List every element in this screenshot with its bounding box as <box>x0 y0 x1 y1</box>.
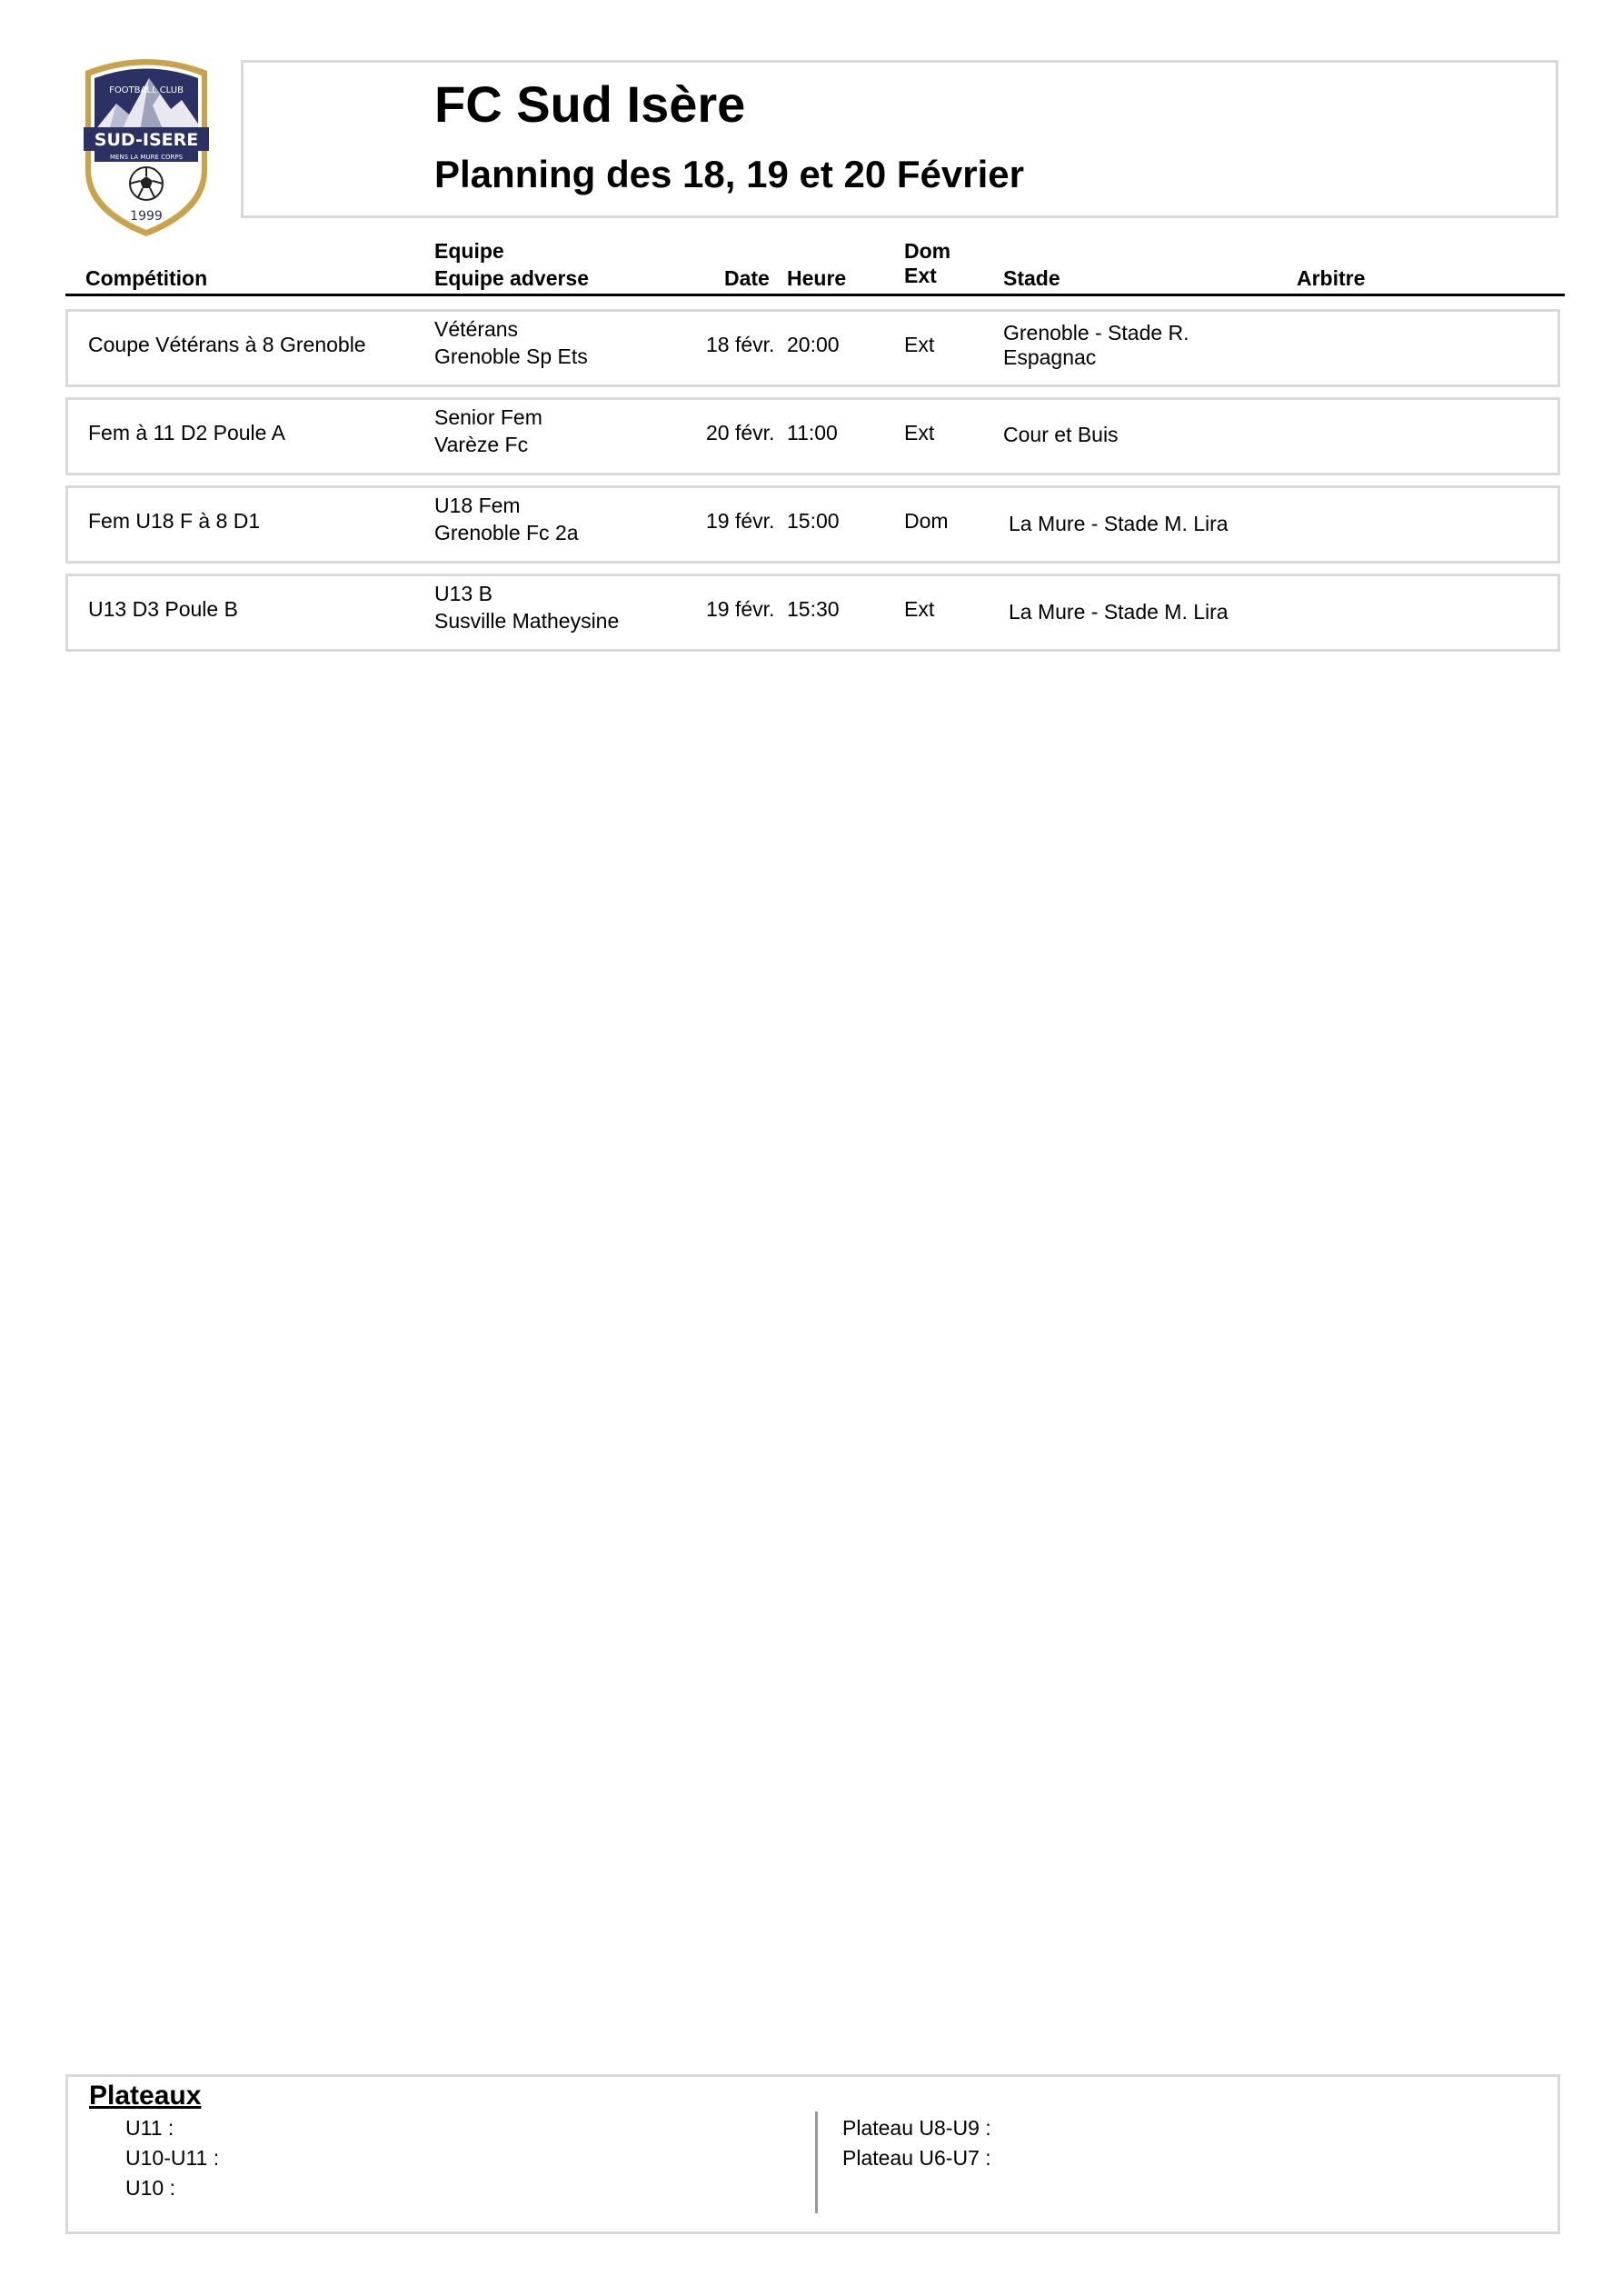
match-competition: Coupe Vétérans à 8 Grenoble <box>88 333 366 356</box>
match-dom-ext: Ext <box>904 421 935 444</box>
plateau-u10-u11: U10-U11 : <box>125 2146 220 2170</box>
match-dom-ext: Ext <box>904 597 935 621</box>
col-arbitre: Arbitre <box>1297 266 1366 290</box>
plateaux-divider <box>815 2111 818 2213</box>
svg-text:SUD-ISERE: SUD-ISERE <box>94 130 199 150</box>
col-stade: Stade <box>1003 266 1060 290</box>
match-stade: La Mure - Stade M. Lira <box>1009 600 1229 624</box>
col-dom: Dom <box>904 239 951 263</box>
svg-text:FOOTBALL CLUB: FOOTBALL CLUB <box>109 85 184 95</box>
match-row <box>65 485 1560 564</box>
match-row <box>65 309 1560 387</box>
match-date: 19 févr. <box>706 597 775 621</box>
match-dom-ext: Dom <box>904 509 949 533</box>
col-date: Date <box>724 266 770 290</box>
match-date: 19 févr. <box>706 509 775 533</box>
match-date: 20 févr. <box>706 421 775 444</box>
match-adversaire: Varèze Fc <box>434 433 529 456</box>
plateau-u6-u7: Plateau U6-U7 : <box>842 2146 991 2170</box>
match-row <box>65 397 1560 475</box>
match-equipe: U13 B <box>434 582 493 605</box>
match-adversaire: Grenoble Sp Ets <box>434 344 588 368</box>
match-stade: Grenoble - Stade R. <box>1003 321 1189 344</box>
match-stade: Cour et Buis <box>1003 423 1119 446</box>
col-equipe: Equipe <box>434 239 504 263</box>
plateaux-title: Plateaux <box>89 2081 202 2111</box>
plateau-u8-u9: Plateau U8-U9 : <box>842 2116 991 2140</box>
match-heure: 15:00 <box>787 509 840 533</box>
col-heure: Heure <box>787 266 847 290</box>
match-heure: 15:30 <box>787 597 840 621</box>
plateaux-section <box>65 2074 1560 2234</box>
match-adversaire: Grenoble Fc 2a <box>434 521 579 544</box>
match-row <box>65 574 1560 652</box>
match-stade: La Mure - Stade M. Lira <box>1009 512 1229 535</box>
planning-title: Planning des 18, 19 et 20 Février <box>434 153 1024 195</box>
header-rule <box>65 294 1565 296</box>
plateau-u10: U10 : <box>125 2176 175 2200</box>
plateau-u11: U11 : <box>125 2116 174 2140</box>
match-competition: Fem U18 F à 8 D1 <box>88 509 261 533</box>
match-equipe: Vétérans <box>434 317 519 341</box>
match-equipe: U18 Fem <box>434 494 521 517</box>
svg-text:1999: 1999 <box>130 209 163 224</box>
col-equipe-adverse: Equipe adverse <box>434 266 590 290</box>
svg-text:MENS LA MURE CORPS: MENS LA MURE CORPS <box>109 154 184 161</box>
match-stade-line2: Espagnac <box>1003 345 1097 369</box>
col-ext: Ext <box>904 264 937 287</box>
col-competition: Compétition <box>85 266 208 290</box>
club-name: FC Sud Isère <box>434 75 746 133</box>
match-dom-ext: Ext <box>904 333 935 356</box>
match-heure: 20:00 <box>787 333 840 356</box>
club-logo <box>76 51 216 238</box>
match-equipe: Senior Fem <box>434 405 542 429</box>
match-competition: U13 D3 Poule B <box>88 597 238 621</box>
match-competition: Fem à 11 D2 Poule A <box>88 421 285 444</box>
match-adversaire: Susville Matheysine <box>434 609 620 633</box>
match-heure: 11:00 <box>787 421 838 444</box>
match-date: 18 févr. <box>706 333 775 356</box>
